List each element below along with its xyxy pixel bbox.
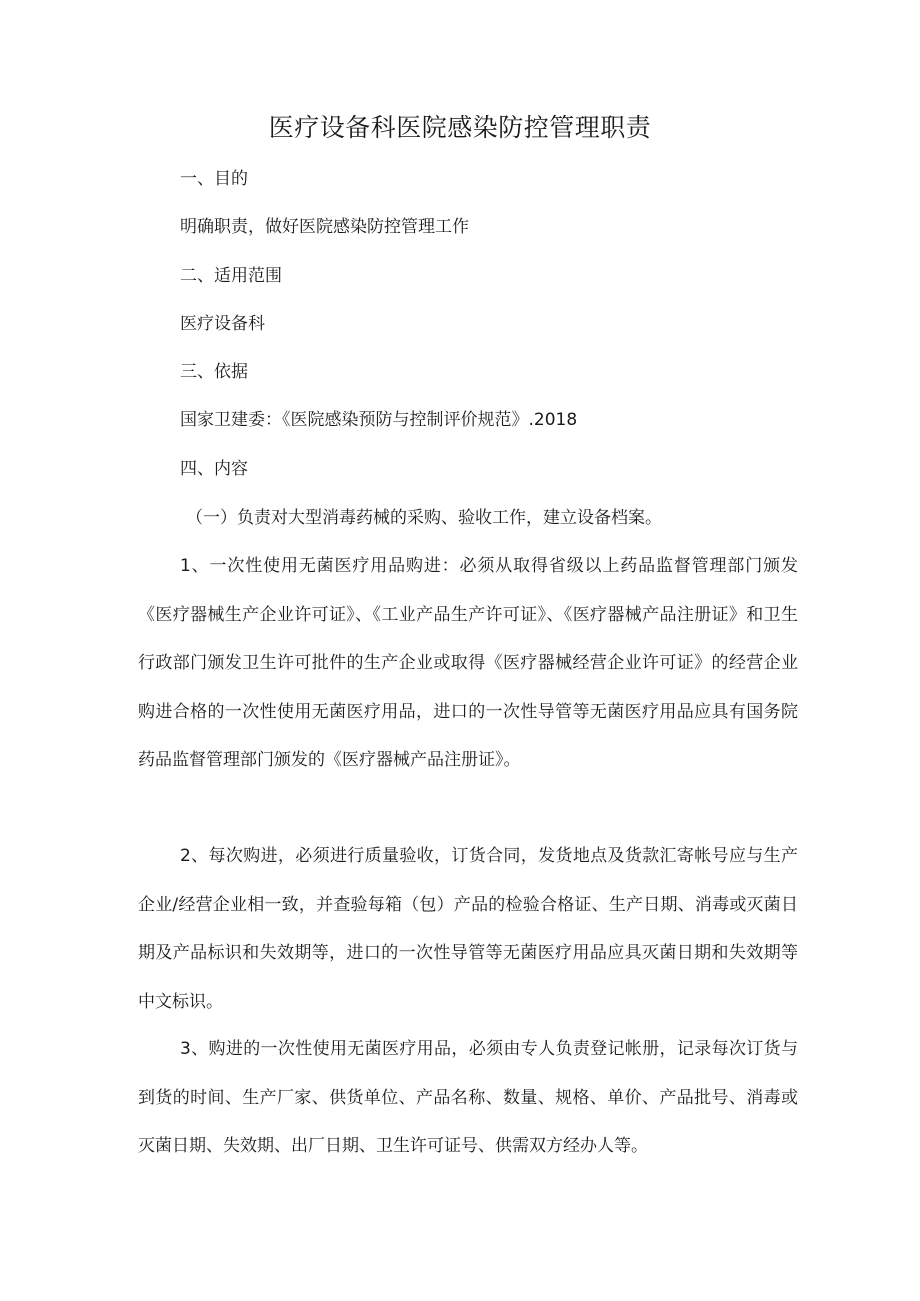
section-heading-purpose: 一、目的 [180, 169, 248, 189]
section-heading-scope: 二、适用范围 [180, 266, 282, 286]
section-text-basis: 国家卫建委：《医院感染预防与控制评价规范》.2018 [180, 410, 578, 430]
section-text-scope: 医疗设备科 [180, 314, 265, 334]
section-heading-basis: 三、依据 [180, 362, 248, 382]
paragraph-item-3: 2、每次购进，必须进行质量验收，订货合同，发货地点及货款汇寄帐号应与生产企业/经营企业相一致，并查验每箱（包）产品的检验合格证、生产日期、消毒或灭菌日期及产品标识和失效期等，进口的一次性导管等无菌医疗用品应具灭菌日期和失效期等中文标识。 [138, 846, 798, 1012]
section-heading-content: 四、内容 [180, 459, 248, 479]
document-title: 医疗设备科医院感染防控管理职责 [268, 113, 652, 142]
paragraph-item-1: （一）负责对大型消毒药械的采购、验收工作，建立设备档案。 [186, 508, 662, 528]
paragraph-item-2: 1、一次性使用无菌医疗用品购进：必须从取得省级以上药品监督管理部门颁发《医疗器械生产企业许可证》、《工业产品生产许可证》、《医疗器械产品注册证》和卫生行政部门颁发卫生许可批件的生产企业或取得《医疗器械经营企业许可证》的经营企业购进合格的一次性使用无菌医疗用品，进口的一次性导管等无菌医疗用品应具有国务院药品监督管理部门颁发的《医疗器械产品注册证》。 [138, 556, 798, 771]
paragraph-item-4: 3、购进的一次性使用无菌医疗用品，必须由专人负责登记帐册，记录每次订货与到货的时间、生产厂家、供货单位、产品名称、数量、规格、单价、产品批号、消毒或灭菌日期、失效期、出厂日期、卫生许可证号、供需双方经办人等。 [138, 1039, 798, 1157]
section-text-purpose: 明确职责，做好医院感染防控管理工作 [180, 217, 469, 237]
